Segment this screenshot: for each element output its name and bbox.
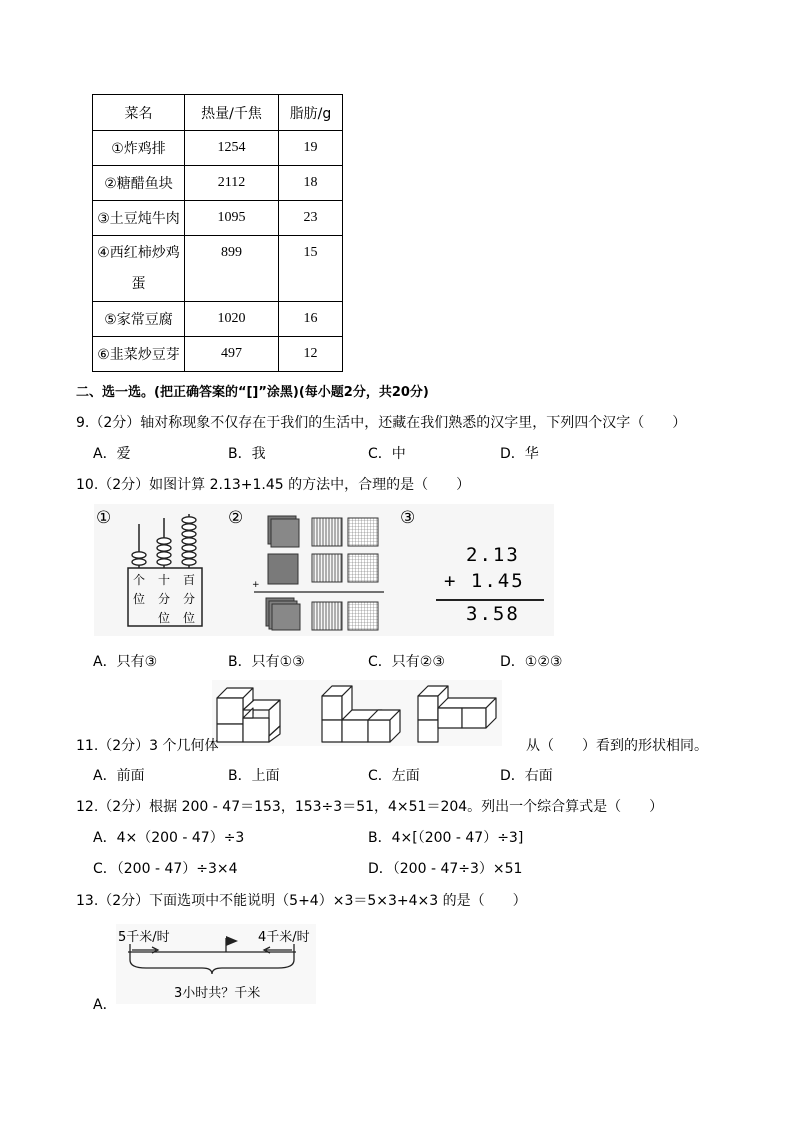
table-row (93, 236, 343, 302)
question-10-text: 10.（2分）如图计算 2.13+1.45 的方法中，合理的是（ ） (76, 477, 471, 493)
food-table (92, 94, 343, 372)
abacus-label: 百 (182, 573, 195, 587)
section-heading: 二、选一选。(把正确答案的“[]”涂黑)(每小题2分，共20分) (76, 385, 429, 400)
q12-option-d[interactable]: D．（200 - 47÷3）×51 (368, 861, 523, 877)
abacus-col-tenths (156, 571, 172, 628)
table-row (93, 131, 343, 166)
calc-line-2: + 1.45 (444, 570, 525, 592)
dish-name-line2: 蛋 (131, 275, 146, 292)
speed-left-label: 5千米/时 (118, 930, 170, 945)
abacus-label: 位 (182, 611, 195, 625)
dish-heat: 899 (185, 236, 279, 302)
table-row (93, 201, 343, 236)
dish-heat: 2112 (185, 166, 279, 201)
q11-option-c[interactable]: C．左面 (368, 768, 420, 784)
table-header-row (93, 95, 343, 131)
q11-option-a[interactable]: A．前面 (93, 768, 145, 784)
header-fat: 脂肪/g (279, 95, 343, 131)
dish-fat: 23 (279, 201, 343, 236)
abacus-label: 分 (182, 592, 195, 606)
table-row (93, 302, 343, 337)
abacus-label: 位 (157, 611, 170, 625)
question-13-text: 13.（2分）下面选项中不能说明（5+4）×3＝5×3+4×3 的是（ ） (76, 893, 527, 909)
header-heat: 热量/千焦 (185, 95, 279, 131)
dish-fat: 19 (279, 131, 343, 166)
cube-solids-icon (212, 680, 502, 746)
q9-option-a[interactable]: A．爱 (93, 446, 131, 462)
dish-fat: 16 (279, 302, 343, 337)
q9-option-d[interactable]: D．华 (500, 446, 539, 462)
dish-name-line1: ④西红柿炒鸡 (97, 244, 180, 261)
abacus-label: 十 (157, 573, 170, 587)
q10-figure (94, 504, 554, 636)
dish-fat: 15 (279, 236, 343, 302)
abacus-col-hundredths (181, 571, 197, 628)
table-row (93, 337, 343, 372)
question-11-text-end: 从（ ）看到的形状相同。 (526, 738, 708, 754)
dish-name: ⑤家常豆腐 (93, 302, 185, 337)
calc-line-1: 2.13 (466, 544, 520, 566)
fig-label-1: ① (96, 508, 112, 528)
q11-option-b[interactable]: B．上面 (228, 768, 280, 784)
q10-option-a[interactable]: A．只有③ (93, 654, 158, 670)
q9-option-c[interactable]: C．中 (368, 446, 406, 462)
dish-name (93, 236, 185, 302)
q9-option-b[interactable]: B．我 (228, 446, 266, 462)
calc-divider (436, 599, 544, 601)
table-row (93, 166, 343, 201)
dish-heat: 1254 (185, 131, 279, 166)
q13-figure (116, 924, 316, 1004)
q11-option-d[interactable]: D．右面 (500, 768, 553, 784)
dish-name: ⑥韭菜炒豆芽 (93, 337, 185, 372)
q10-option-b[interactable]: B．只有①③ (228, 654, 305, 670)
dish-fat: 12 (279, 337, 343, 372)
q12-option-a[interactable]: A．4×（200 - 47）÷3 (93, 830, 245, 846)
calc-result: 3.58 (466, 603, 520, 625)
q12-option-b[interactable]: B．4×[（200 - 47）÷3] (368, 830, 524, 846)
base-ten-blocks-icon (244, 514, 394, 634)
dish-heat: 1020 (185, 302, 279, 337)
q10-option-c[interactable]: C．只有②③ (368, 654, 445, 670)
dish-name: ①炸鸡排 (93, 131, 185, 166)
dish-heat: 497 (185, 337, 279, 372)
dish-name: ②糖醋鱼块 (93, 166, 185, 201)
header-dish: 菜名 (93, 95, 185, 131)
question-9-text: 9.（2分）轴对称现象不仅存在于我们的生活中，还藏在我们熟悉的汉字里，下列四个汉字（ ） (76, 415, 687, 431)
small-plus-sign: + (252, 580, 260, 590)
fig-label-3: ③ (400, 508, 416, 528)
abacus-col-ones (131, 571, 147, 609)
question-11-text: 11.（2分）3 个几何体 (76, 738, 219, 754)
fig-label-2: ② (228, 508, 244, 528)
q10-option-d[interactable]: D．①②③ (500, 654, 563, 670)
dish-name: ③土豆炖牛肉 (93, 201, 185, 236)
abacus-label: 分 (157, 592, 170, 606)
dish-fat: 18 (279, 166, 343, 201)
q12-option-c[interactable]: C．（200 - 47）÷3×4 (93, 861, 238, 877)
abacus-label: 个 (132, 573, 145, 587)
speed-right-label: 4千米/时 (258, 930, 310, 945)
dish-heat: 1095 (185, 201, 279, 236)
q13-option-a[interactable]: A． (93, 997, 117, 1013)
total-distance-label: 3小时共？千米 (174, 986, 261, 1001)
abacus-label: 位 (132, 592, 145, 606)
question-12-text: 12.（2分）根据 200 - 47＝153，153÷3＝51，4×51＝204。列出一个综合算式是（ ） (76, 799, 664, 815)
